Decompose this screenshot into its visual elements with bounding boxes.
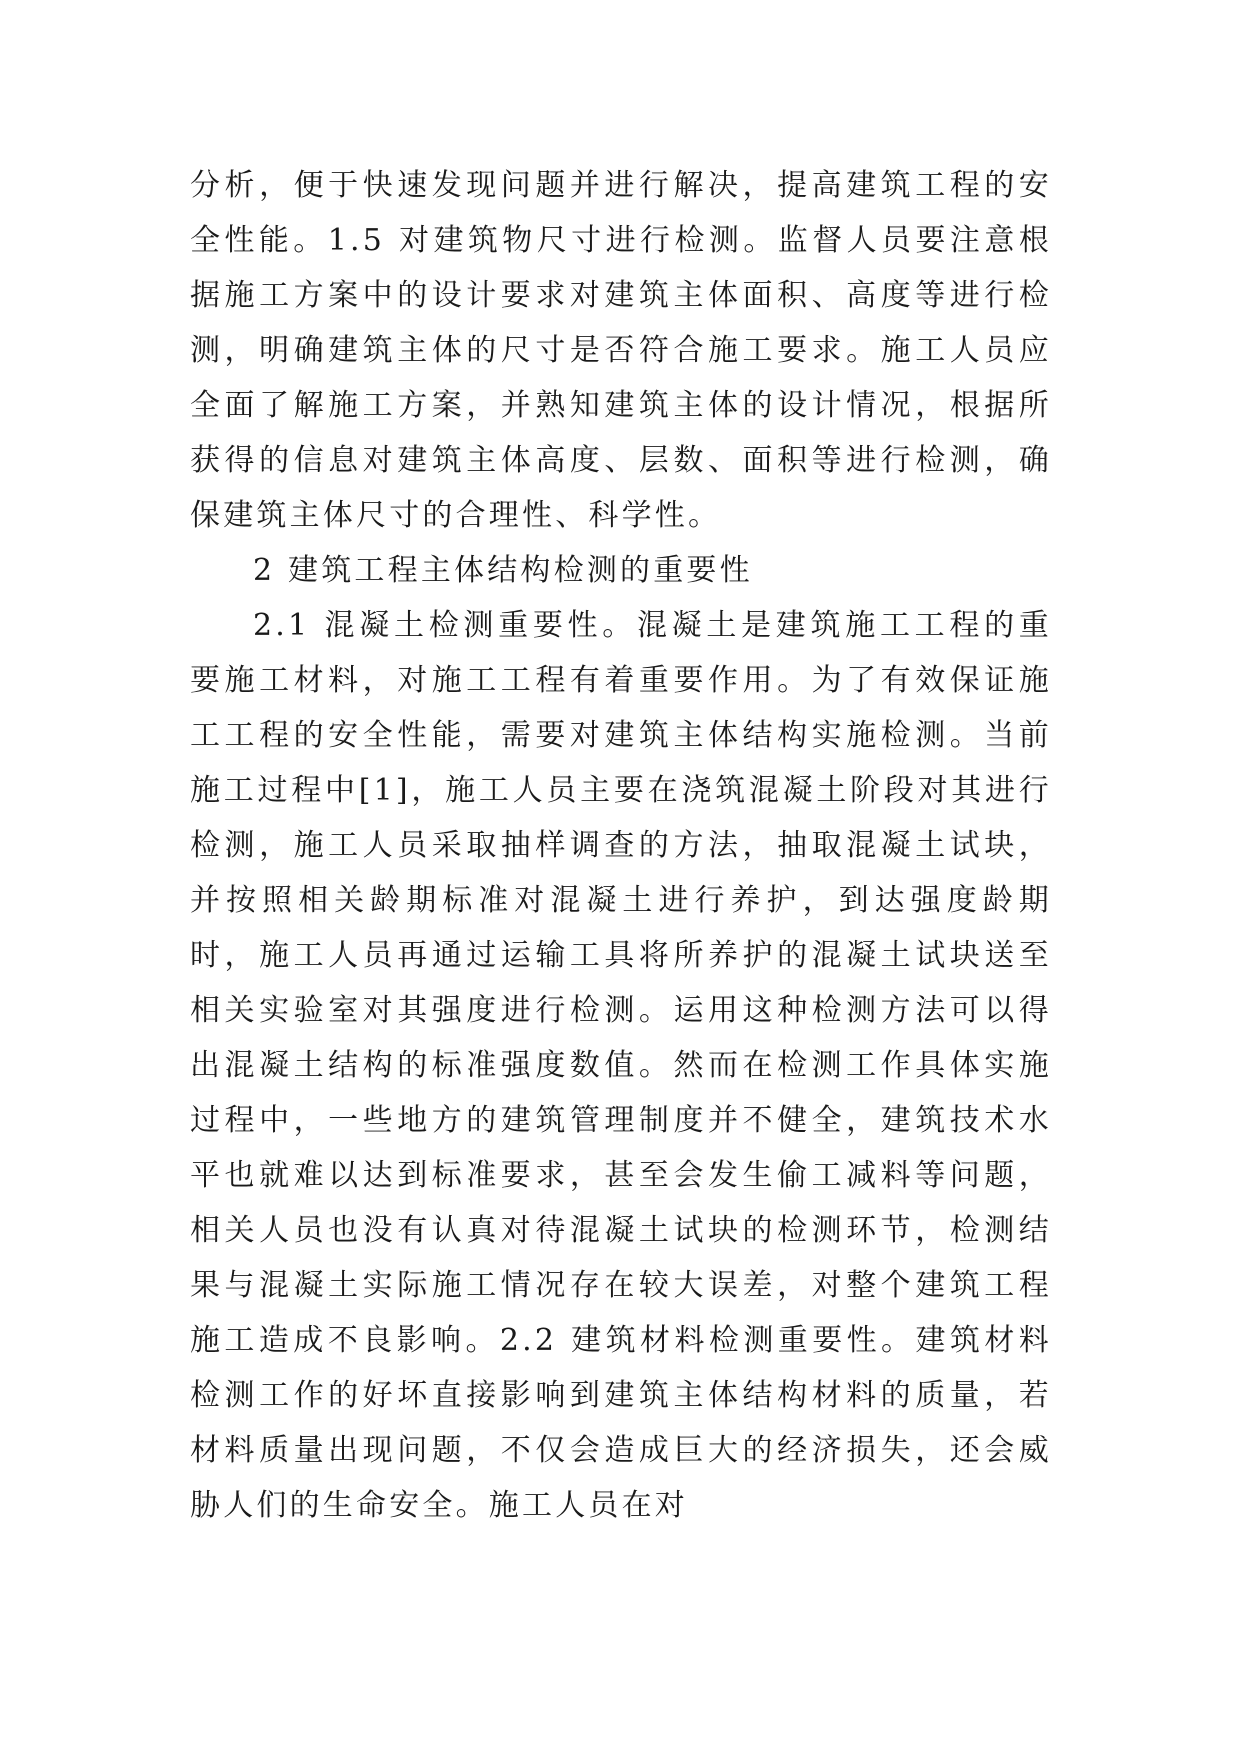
document-body — [190, 158, 1052, 1533]
paragraph-continuation: 分析，便于快速发现问题并进行解决，提高建筑工程的安全性能。1.5 对建筑物尺寸进行检测。监督人员要注意根据施工方案中的设计要求对建筑主体面积、高度等进行检测，明确建筑主体的尺寸是否符合施工要求。施工人员应全面了解施工方案，并熟知建筑主体的设计情况，根据所获得的信息对建筑主体高度、层数、面积等进行检测，确保建筑主体尺寸的合理性、科学性。 — [190, 168, 1052, 533]
paragraph-body: 2.1 混凝土检测重要性。混凝土是建筑施工工程的重要施工材料，对施工工程有着重要作用。为了有效保证施工工程的安全性能，需要对建筑主体结构实施检测。当前施工过程中[1]，施工人员主要在浇筑混凝土阶段对其进行检测，施工人员采取抽样调查的方法，抽取混凝土试块，并按照相关龄期标准对混凝土进行养护，到达强度龄期时，施工人员再通过运输工具将所养护的混凝土试块送至相关实验室对其强度进行检测。运用这种检测方法可以得出混凝土结构的标准强度数值。然而在检测工作具体实施过程中，一些地方的建筑管理制度并不健全，建筑技术水平也就难以达到标准要求，甚至会发生偷工减料等问题，相关人员也没有认真对待混凝土试块的检测环节，检测结果与混凝土实际施工情况存在较大误差，对整个建筑工程施工造成不良影响。2.2 建筑材料检测重要性。建筑材料检测工作的好坏直接影响到建筑主体结构材料的质量，若材料质量出现问题，不仅会造成巨大的经济损失，还会威胁人们的生命安全。施工人员在对 — [190, 608, 1052, 1523]
section-heading: 2 建筑工程主体结构检测的重要性 — [253, 553, 753, 588]
